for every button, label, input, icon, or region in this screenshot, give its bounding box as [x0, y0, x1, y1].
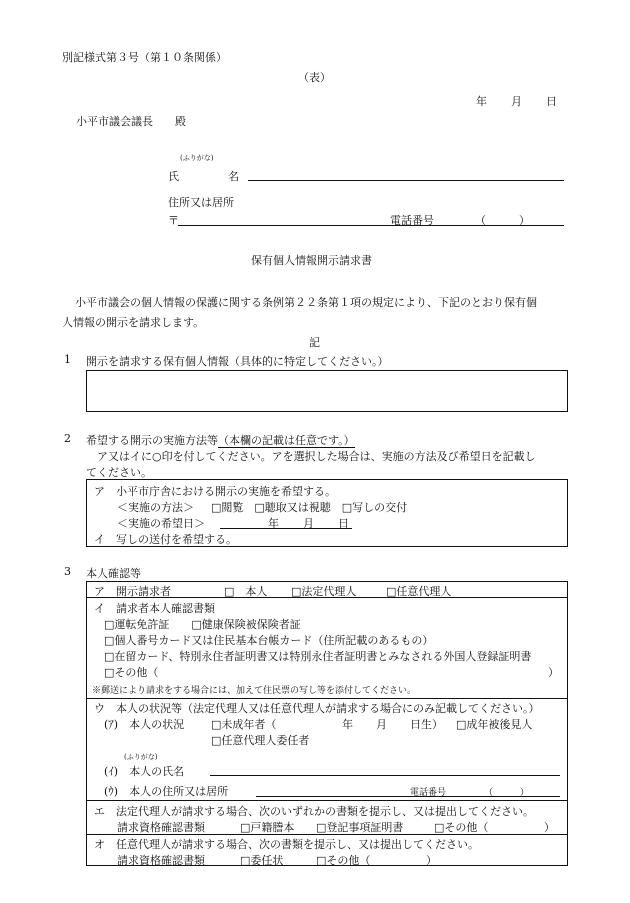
- sec3-number: 3: [64, 565, 71, 578]
- sec2-label-note: （本欄の記載は任意です。）: [218, 434, 355, 447]
- name-label-1: 氏: [168, 170, 179, 183]
- sec3-o-label: オ 任意代理人が請求する場合、次の書類を提示し、又は提出してください。: [94, 838, 479, 851]
- sec3-i-docs-4-end: ）: [548, 666, 559, 679]
- sec2-date-label: ＜実施の希望日＞: [117, 517, 205, 530]
- sec2-date-day: 日: [338, 517, 349, 530]
- sec3-u1-minor[interactable]: □未成年者（: [211, 718, 277, 731]
- sec3-i-docs-2[interactable]: □個人番号カード又は住民基本台帳カード（住所記載のあるもの）: [104, 634, 434, 647]
- sec3-divider-u: [86, 800, 568, 801]
- sec2-option-a[interactable]: ア 小平市庁舎における開示の実施を希望する。: [94, 485, 336, 498]
- sec3-u-label: ウ 本人の状況等（法定代理人又は任意代理人が請求する場合にのみ記載してください。）: [94, 702, 540, 715]
- date-year-label: 年: [476, 95, 487, 108]
- date-month-label: 月: [511, 95, 522, 108]
- sec3-i-docs-1[interactable]: □運転免許証 □健康保険被保険者証: [104, 618, 301, 631]
- sec3-i-label: イ 請求者本人確認書類: [94, 602, 215, 615]
- sec2-label-main: 希望する開示の実施方法等: [86, 434, 218, 447]
- form-side: （表）: [298, 71, 331, 84]
- ki-mark: 記: [309, 336, 320, 349]
- sec3-u1-birth: 日生）: [410, 718, 443, 731]
- sec3-e-other-end: ）: [544, 821, 555, 834]
- sec3-e-label: エ 法定代理人が請求する場合、次のいずれかの書類を提示し、又は提出してください。: [94, 805, 534, 818]
- sec3-e-registry-cert[interactable]: □登記事項証明書: [316, 821, 404, 834]
- sec2-date-field[interactable]: [220, 528, 352, 529]
- sec1-label: 開示を請求する保有個人情報（具体的に特定してください。）: [86, 355, 389, 368]
- form-number: 別記様式第３号（第１０条関係）: [62, 51, 227, 64]
- sec3-u1-adult-ward[interactable]: □成年被後見人: [456, 718, 533, 731]
- intro-line-1: 小平市議会の個人情報の保護に関する条例第２２条第１項の規定により、下記のとおり保有個: [75, 296, 537, 309]
- sec3-i-docs-4[interactable]: □その他（: [104, 666, 159, 679]
- sec2-method-label: ＜実施の方法＞: [117, 501, 194, 514]
- name-field[interactable]: [248, 180, 564, 181]
- sec3-u3-label: (ｳ) 本人の住所又は居所: [104, 785, 229, 798]
- name-label-2: 名: [228, 170, 239, 183]
- sec3-o-other[interactable]: □その他（: [316, 854, 371, 867]
- sec3-u2-label: (ｲ) 本人の氏名: [104, 765, 185, 778]
- sec3-u3-phone-paren: （ ）: [484, 788, 530, 798]
- sec2-date-year: 年: [268, 517, 279, 530]
- sec3-u3-phone-label: 電話番号: [410, 788, 447, 798]
- sec2-desc-1: ア又はイに○印を付してください。アを選択した場合は、実施の方法及び希望日を記載し: [97, 450, 536, 463]
- sec3-u1-label: (ｱ) 本人の状況: [104, 718, 185, 731]
- sec3-i-docs-3[interactable]: □在留カード、特別永住者証明書又は特別永住者証明書とみなされる外国人登録証明書: [104, 650, 532, 663]
- sec3-e-docs-label: 請求資格確認書類: [117, 821, 205, 834]
- sec3-o-other-end: ）: [426, 854, 437, 867]
- addressee: 小平市議会議長 殿: [76, 115, 186, 128]
- sec3-a-legal-agent[interactable]: □法定代理人: [291, 585, 357, 598]
- sec3-e-family-register[interactable]: □戸籍謄本: [240, 821, 295, 834]
- postal-mark: 〒: [168, 214, 179, 227]
- intro-line-2: 人情報の開示を請求します。: [62, 316, 205, 329]
- phone-paren: （ ）: [475, 214, 530, 227]
- sec2-method-options[interactable]: □閲覧 □聴取又は視聴 □写しの交付: [211, 501, 408, 514]
- sec3-divider-i: [86, 698, 568, 699]
- sec3-e-other[interactable]: □その他（: [434, 821, 489, 834]
- sec3-u1-principal[interactable]: □任意代理人委任者: [211, 734, 310, 747]
- date-day-label: 日: [546, 95, 557, 108]
- sec3-u2-name-field[interactable]: [210, 775, 560, 776]
- sec2-option-i[interactable]: イ 写しの送付を希望する。: [94, 533, 237, 546]
- sec3-u2-furigana: (ふりがな): [124, 753, 158, 761]
- sec3-i-note: ※郵送により請求をする場合には、加えて住民票の写し等を添付してください。: [92, 686, 417, 696]
- sec1-number: 1: [64, 353, 71, 366]
- sec2-number: 2: [64, 432, 71, 445]
- sec3-a-voluntary-agent[interactable]: □任意代理人: [386, 585, 452, 598]
- address-label: 住所又は居所: [168, 196, 234, 209]
- sec3-label: 本人確認等: [86, 567, 141, 580]
- sec3-o-docs-label: 請求資格確認書類: [117, 854, 205, 867]
- sec3-a-label: ア 開示請求者: [94, 585, 171, 598]
- sec2-date-month: 月: [303, 517, 314, 530]
- sec2-label: [86, 432, 355, 448]
- sec3-o-power-of-attorney[interactable]: □委任状: [240, 854, 284, 867]
- document-title: 保有個人情報開示請求書: [251, 254, 372, 267]
- sec3-u1-year: 年: [342, 718, 353, 731]
- sec2-desc-2: てください。: [86, 466, 152, 479]
- name-furigana-label: (ふりがな): [180, 154, 214, 162]
- sec1-info-field[interactable]: [86, 370, 568, 412]
- sec3-a-self[interactable]: □ 本人: [224, 585, 268, 598]
- phone-label: 電話番号: [390, 214, 434, 227]
- sec3-u1-month: 月: [376, 718, 387, 731]
